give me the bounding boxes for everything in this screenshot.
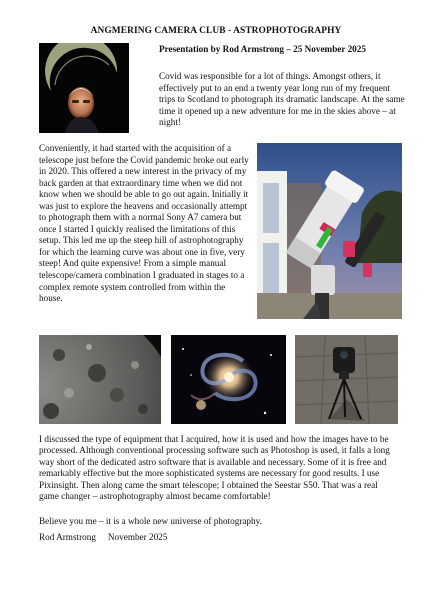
presentation-subtitle: Presentation by Rod Armstrong – 25 November 2025 <box>159 44 366 54</box>
body-paragraph-telescope: Conveniently, it had started with the acquisition of a telescope just before the Covid pandemic broke out early in 2020. This offered a new interest in the privacy of my back garden at that extraordinary time when we did not know when we should be able to go out again. Initially it was just to explore the heavens and occasionally attempt to photograph them with a normal Sony A7 camera but once I started I quickly realised the limitations of this setup. This led me up the steep hill of astrophotography for which the learning curve was about one in five, very steep! And quite expensive! From a simple manual telescope/camera combination I graduated in stages to a complex remote system controlled from within the house. <box>39 143 249 304</box>
seestar-photo <box>295 335 398 424</box>
moon-photo <box>39 335 161 424</box>
portrait-photo <box>39 43 129 133</box>
galaxy-photo <box>171 335 286 424</box>
telescope-photo <box>257 143 402 319</box>
signature-line <box>39 532 397 544</box>
signature-date: November 2025 <box>107 532 168 542</box>
body-paragraph-processing: I discussed the type of equipment that I acquired, how it is used and how the images have to be processed. Although conventional processing software such as Photoshop is used, it falls a long way short of the dedicated astro software that is available and necessary. Some of it is free and remarkably effective but the more sophisticated systems are necessary for good results. I use Pixinsight. Then along came the smart telescope; I obtained the Seestar S50. That was a real game changer – astrophotography almost became comfortable! <box>39 434 390 502</box>
page-title: ANGMERING CAMERA CLUB - ASTROPHOTOGRAPHY <box>90 26 342 36</box>
closing-paragraph: Believe you me – it is a whole new universe of photography. <box>39 516 262 526</box>
intro-paragraph: Covid was responsible for a lot of things. Amongst others, it effectively put to an end a twenty year long run of my frequent trips to Scotland to photograph its dramatic landscape. At the same time it opened up a new adventure for me in the skies above – at night! <box>159 71 405 128</box>
signature-name: Rod Armstrong <box>39 532 96 542</box>
